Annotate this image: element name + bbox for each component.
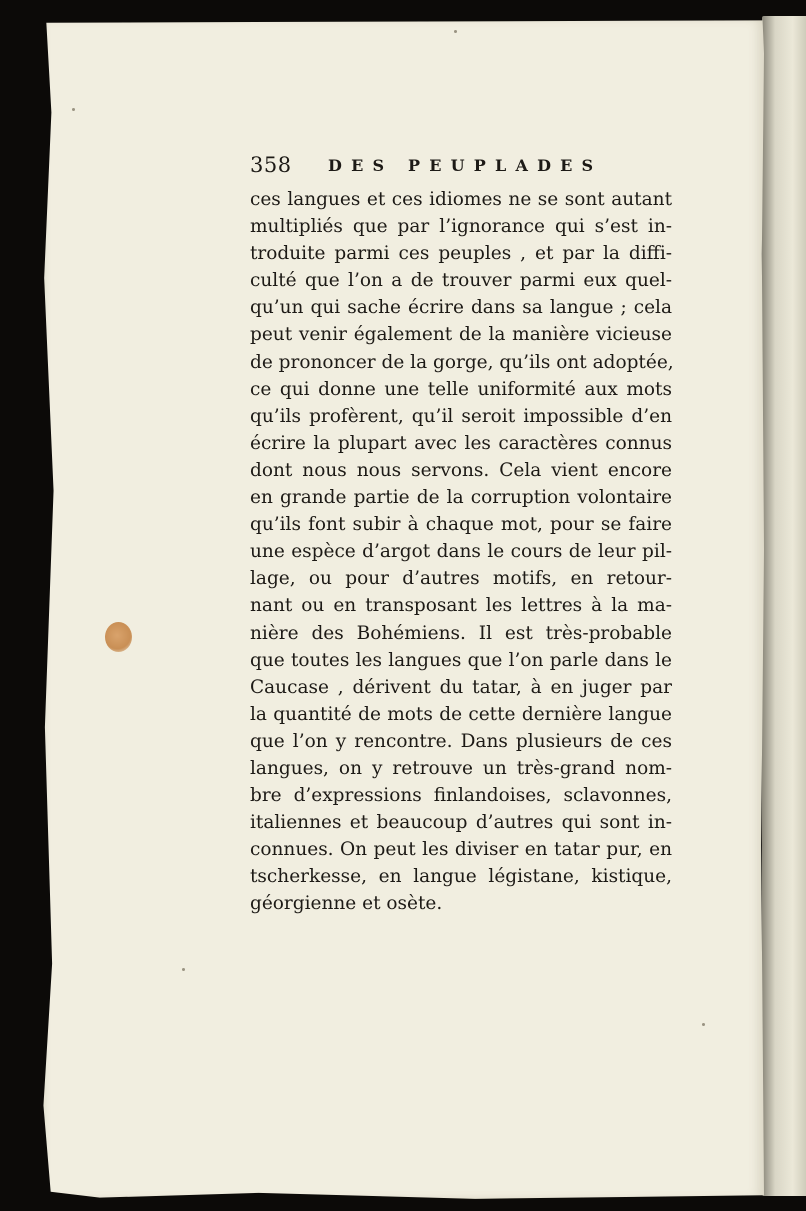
text-line: dont nous nous servons. Cela vient encore [250, 459, 672, 481]
text-line: connues. On peut les diviser en tatar pur, en [250, 839, 672, 861]
paper-speck [702, 1023, 705, 1026]
text-line: qu’ils profèrent, qu’il seroit impossible d’en [250, 405, 672, 427]
text-line: italiennes et beaucoup d’autres qui sont in- [250, 812, 672, 834]
text-line: qu’un qui sache écrire dans sa langue ; cela [250, 297, 672, 319]
text-line: que l’on y rencontre. Dans plusieurs de ces [250, 730, 672, 752]
page-header [250, 153, 670, 179]
text-line: ce qui donne une telle uniformité aux mots [250, 378, 672, 400]
text-line: la quantité de mots de cette dernière langue [250, 703, 672, 725]
text-line: ces langues et ces idiomes ne se sont autant [250, 189, 672, 210]
text-line: bre d’expressions finlandoises, sclavonnes, [250, 785, 672, 807]
text-line: géorgienne et osète. [250, 893, 443, 915]
text-line: Caucase , dérivent du tatar, à en juger par [250, 676, 672, 698]
text-line: lage, ou pour d’autres motifs, en retour- [250, 568, 672, 590]
text-line: langues, on y retrouve un très-grand nom- [250, 757, 672, 779]
text-line: culté que l’on a de trouver parmi eux quel- [250, 270, 672, 292]
paper-speck [454, 30, 457, 33]
text-line: multipliés que par l’ignorance qui s’est in- [250, 216, 672, 238]
foxing-stain [105, 622, 132, 652]
text-line: une espèce d’argot dans le cours de leur pil- [250, 541, 672, 563]
text-line: en grande partie de la corruption volontaire [250, 487, 672, 509]
running-head: DES PEUPLADES [328, 156, 603, 175]
body-text [250, 186, 672, 918]
paper-speck [182, 968, 185, 971]
facing-page-edge [762, 16, 806, 1196]
text-line: qu’ils font subir à chaque mot, pour se faire [250, 514, 672, 536]
text-line: que toutes les langues que l’on parle dans le [250, 649, 672, 671]
text-line: peut venir également de la manière vicieuse [250, 324, 672, 346]
text-line: de prononcer de la gorge, qu’ils ont adoptée, [250, 351, 674, 373]
text-line: écrire la plupart avec les caractères connus [250, 432, 672, 454]
paper-speck [72, 108, 75, 111]
text-line: nière des Bohémiens. Il est très-probable [250, 622, 672, 644]
text-line: tscherkesse, en langue légistane, kistique, [250, 866, 672, 888]
text-line: nant ou en transposant les lettres à la ma- [250, 595, 672, 617]
page-number: 358 [250, 153, 292, 177]
text-line: troduite parmi ces peuples , et par la diffi- [250, 243, 672, 265]
